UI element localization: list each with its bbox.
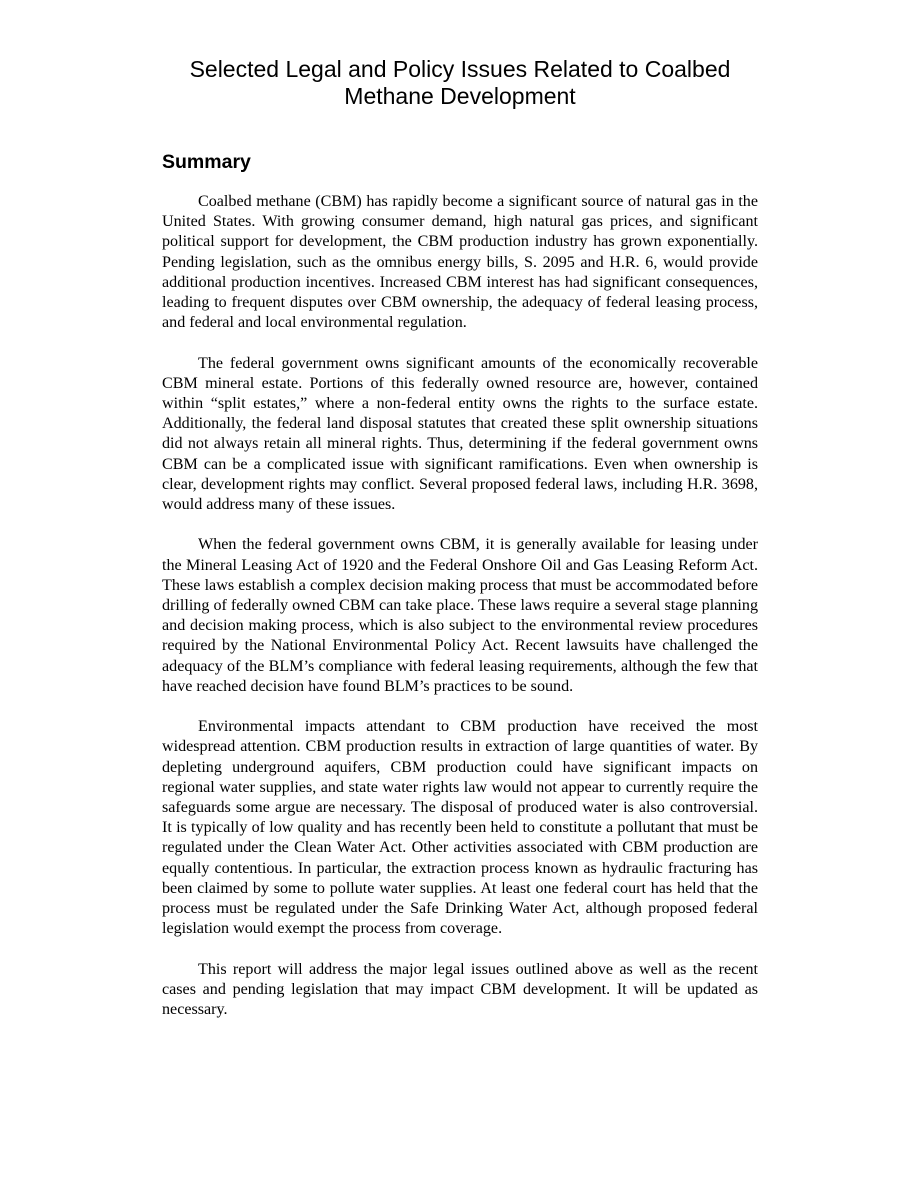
paragraph: This report will address the major legal issues outlined above as well as the recent cases and pending legislation that may impact CBM development. It will be updated as necessary. (162, 960, 758, 1019)
title-line-1: Selected Legal and Policy Issues Related to Coalbed (189, 56, 731, 82)
paragraph: Environmental impacts attendant to CBM production have received the most widespread attention. CBM production results in extraction of large quantities of water. By depleting underground aquifers, CBM production could have significant impacts on regional water supplies, and state water rights law would not appear to currently require the safeguards some argue are necessary. The disposal of produced water is also controversial. It is typically of low quality and has recently been held to constitute a pollutant that must be regulated under the Clean Water Act. Other activities associated with CBM production are equally contentious. In particular, the extraction process known as hydraulic fracturing has been claimed by some to pollute water supplies. At least one federal court has held that the process must be regulated under the Safe Drinking Water Act, although proposed federal legislation would exempt the process from coverage. (162, 718, 758, 938)
page-title (162, 56, 758, 110)
title-line-2: Methane Development (344, 83, 576, 109)
document-page (162, 56, 758, 1020)
section-heading-summary: Summary (162, 151, 251, 173)
paragraph: When the federal government owns CBM, it is generally available for leasing under the Mineral Leasing Act of 1920 and the Federal Onshore Oil and Gas Leasing Reform Act. These laws establish a complex decision making process that must be accommodated before drilling of federally owned CBM can take place. These laws require a several stage planning and decision making process, which is also subject to the environmental review procedures required by the National Environmental Policy Act. Recent lawsuits have challenged the adequacy of the BLM’s compliance with federal leasing requirements, although the few that have reached decision have found BLM’s practices to be sound. (162, 536, 758, 695)
paragraph: The federal government owns significant amounts of the economically recoverable CBM mineral estate. Portions of this federally owned resource are, however, contained within “split estates,” where a non-federal entity owns the rights to the surface estate. Additionally, the federal land disposal statutes that created these split ownership situations did not always retain all mineral rights. Thus, determining if the federal government owns CBM can be a complicated issue with significant ramifications. Even when ownership is clear, development rights may conflict. Several proposed federal laws, including H.R. 3698, would address many of these issues. (162, 354, 758, 514)
paragraph: Coalbed methane (CBM) has rapidly become a significant source of natural gas in the United States. With growing consumer demand, high natural gas prices, and significant political support for development, the CBM production industry has grown exponentially. Pending legislation, such as the omnibus energy bills, S. 2095 and H.R. 6, would provide additional production incentives. Increased CBM interest has had significant consequences, leading to frequent disputes over CBM ownership, the adequacy of federal leasing process, and federal and local environmental regulation. (162, 193, 758, 332)
